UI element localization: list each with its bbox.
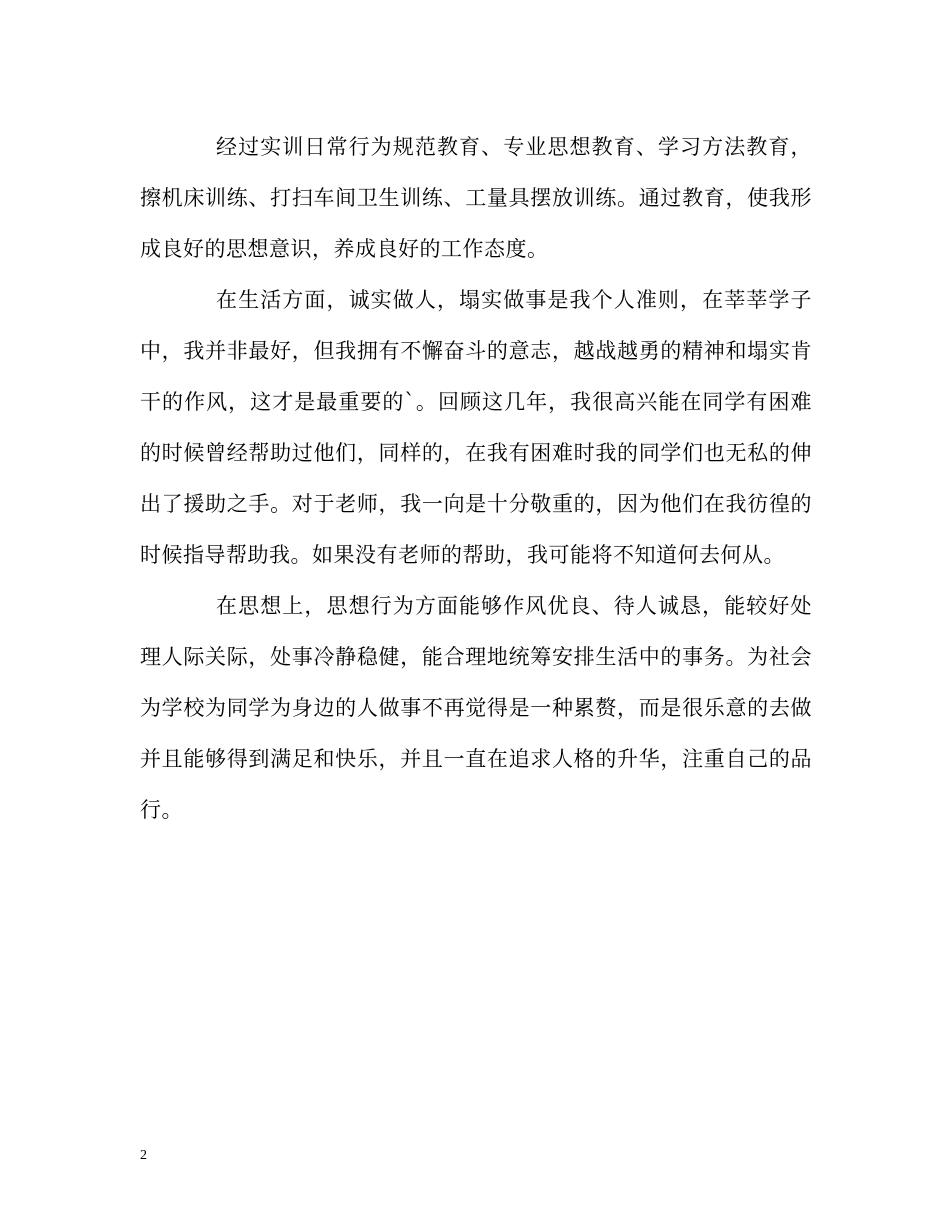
page-number: 2 — [140, 1148, 147, 1163]
paragraph-thought: 在思想上，思想行为方面能够作风优良、待人诚恳，能较好处理人际关际，处事冷静稳健，能合理地统筹安排生活中的事务。为社会为学校为同学为身边的人做事不再觉得是一种累赘，而是很乐意的去做并且能够得到满足和快乐，并且一直在追求人格的升华，注重自己的品行。 — [140, 594, 812, 822]
paragraph-life: 在生活方面，诚实做人，塌实做事是我个人准则，在莘莘学子中，我并非最好，但我拥有不懈奋斗的意志，越战越勇的精神和塌实肯干的作风，这才是最重要的`。回顾这几年，我很高兴能在同学有困难的时候曾经帮助过他们，同样的，在我有困难时我的同学们也无私的伸出了援助之手。对于老师，我一向是十分敬重的，因为他们在我彷徨的时候指导帮助我。如果没有老师的帮助，我可能将不知道何去何从。 — [140, 288, 812, 567]
document-body — [140, 122, 812, 836]
paragraph-training: 经过实训日常行为规范教育、专业思想教育、学习方法教育，擦机床训练、打扫车间卫生训练、工量具摆放训练。通过教育，使我形成良好的思想意识，养成良好的工作态度。 — [140, 135, 812, 261]
